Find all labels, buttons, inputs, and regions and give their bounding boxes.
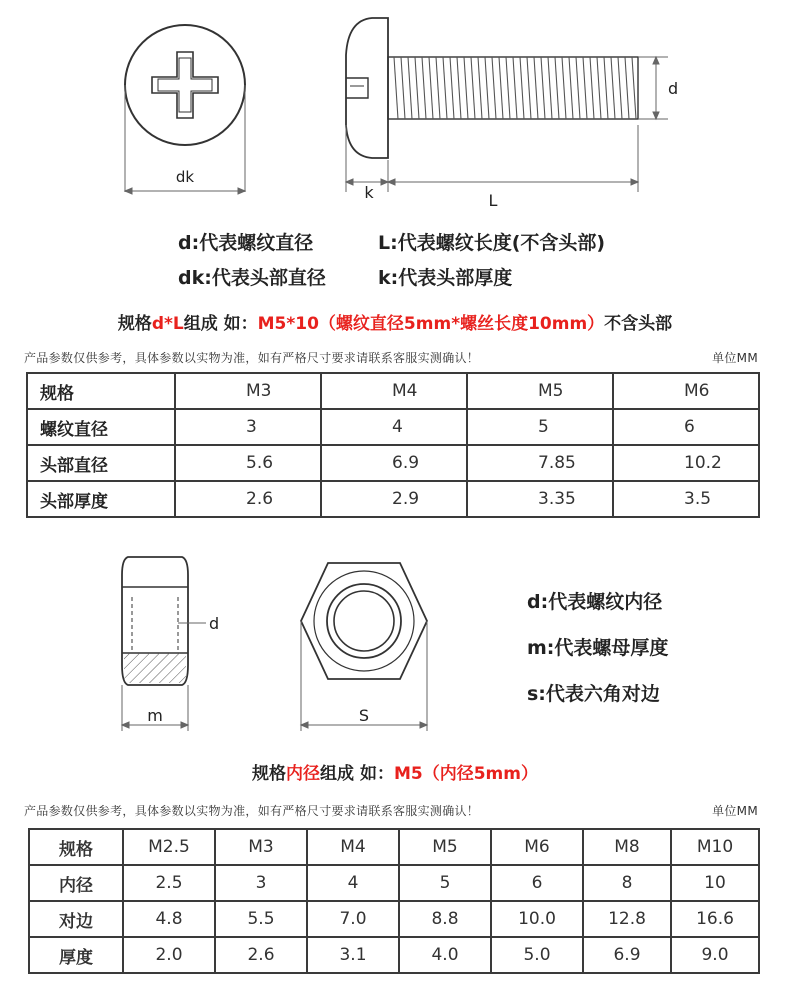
thread-line xyxy=(520,57,524,119)
d-dimension xyxy=(638,57,668,119)
table-cell: 3 xyxy=(215,865,307,901)
table-cell: 螺纹直径 xyxy=(27,409,175,445)
nut-note: 产品参数仅供参考，具体参数以实物为准，如有严格尺寸要求请联系客服实测确认！ xyxy=(24,804,480,818)
table-cell: 2.5 xyxy=(123,865,215,901)
table-cell: 10 xyxy=(671,865,759,901)
thread-line xyxy=(401,57,405,119)
thread-line xyxy=(485,57,489,119)
legend-nut-d: d:代表螺纹内径 xyxy=(527,591,663,613)
legend-k: k:代表头部厚度 xyxy=(378,267,513,289)
table-cell: 5.5 xyxy=(215,901,307,937)
thread-line xyxy=(506,57,510,119)
table-cell: M6 xyxy=(613,373,759,409)
table-cell: M5 xyxy=(399,829,491,865)
screw-head-top-view xyxy=(125,25,245,145)
screw-threads xyxy=(394,57,636,119)
table-row xyxy=(27,445,759,481)
thread-line xyxy=(583,57,587,119)
table-row xyxy=(27,409,759,445)
table-cell: 3.35 xyxy=(467,481,613,517)
table-cell: 2.9 xyxy=(321,481,467,517)
screw-spec-table xyxy=(26,372,760,518)
table-row xyxy=(29,865,759,901)
table-cell: 4 xyxy=(321,409,467,445)
table-cell: M4 xyxy=(307,829,399,865)
table-cell: 规格 xyxy=(27,373,175,409)
table-row xyxy=(27,481,759,517)
thread-line xyxy=(492,57,496,119)
screw-diagram xyxy=(0,0,790,215)
table-cell: 5 xyxy=(399,865,491,901)
k-label: k xyxy=(364,183,374,202)
table-cell: 9.0 xyxy=(671,937,759,973)
thread-line xyxy=(429,57,433,119)
table-cell: 规格 xyxy=(29,829,123,865)
thread-line xyxy=(478,57,482,119)
thread-line xyxy=(618,57,622,119)
thread-line xyxy=(499,57,503,119)
thread-line xyxy=(604,57,608,119)
table-cell: 4.8 xyxy=(123,901,215,937)
table-row xyxy=(29,901,759,937)
table-cell: M5 xyxy=(467,373,613,409)
nut-spec-title: 规格内径组成 如：M5（内径5mm） xyxy=(252,764,538,784)
nut-d-label: d xyxy=(209,614,220,633)
thread-line xyxy=(548,57,552,119)
thread-line xyxy=(394,57,398,119)
screw-note: 产品参数仅供参考，具体参数以实物为准，如有严格尺寸要求请联系客服实测确认！ xyxy=(24,351,480,365)
table-cell: 16.6 xyxy=(671,901,759,937)
table-cell: 3.5 xyxy=(613,481,759,517)
table-header-row xyxy=(29,829,759,865)
nut-side-view xyxy=(122,557,188,685)
nut-unit: 单位MM xyxy=(712,804,758,818)
s-label: S xyxy=(358,706,370,725)
table-cell: 10.2 xyxy=(613,445,759,481)
thread-line xyxy=(457,57,461,119)
L-label: L xyxy=(488,191,498,210)
legend-d: d:代表螺纹直径 xyxy=(178,232,314,254)
legend-nut-m: m:代表螺母厚度 xyxy=(527,637,669,659)
table-cell: 5.0 xyxy=(491,937,583,973)
table-cell: 2.6 xyxy=(175,481,321,517)
thread-line xyxy=(415,57,419,119)
table-cell: 4.0 xyxy=(399,937,491,973)
table-cell: 7.0 xyxy=(307,901,399,937)
thread-line xyxy=(555,57,559,119)
table-cell: 内径 xyxy=(29,865,123,901)
nut-diagram xyxy=(0,545,790,745)
dk-label: dk xyxy=(175,168,195,186)
thread-line xyxy=(597,57,601,119)
table-header-row xyxy=(27,373,759,409)
thread-line xyxy=(450,57,454,119)
thread-line xyxy=(562,57,566,119)
table-cell: 2.0 xyxy=(123,937,215,973)
thread-line xyxy=(625,57,629,119)
table-cell: 3.1 xyxy=(307,937,399,973)
screw-unit: 单位MM xyxy=(712,351,758,365)
table-cell: 头部直径 xyxy=(27,445,175,481)
thread-line xyxy=(513,57,517,119)
thread-line xyxy=(590,57,594,119)
table-cell: M2.5 xyxy=(123,829,215,865)
table-cell: 12.8 xyxy=(583,901,671,937)
legend-L: L:代表螺纹长度(不含头部) xyxy=(378,232,606,254)
table-cell: 对边 xyxy=(29,901,123,937)
thread-line xyxy=(569,57,573,119)
table-cell: 厚度 xyxy=(29,937,123,973)
thread-line xyxy=(534,57,538,119)
table-cell: 7.85 xyxy=(467,445,613,481)
table-cell: 6.9 xyxy=(583,937,671,973)
thread-line xyxy=(408,57,412,119)
screw-d-label: d xyxy=(668,79,679,98)
table-cell: 5.6 xyxy=(175,445,321,481)
thread-line xyxy=(632,57,636,119)
legend-dk: dk:代表头部直径 xyxy=(178,267,326,289)
table-cell: 10.0 xyxy=(491,901,583,937)
legend-nut-s: s:代表六角对边 xyxy=(527,683,660,705)
table-cell: M3 xyxy=(215,829,307,865)
nut-spec-table xyxy=(28,828,760,974)
k-L-dimension xyxy=(346,125,638,192)
screw-spec-title: 规格d*L组成 如：M5*10（螺纹直径5mm*螺丝长度10mm）不含头部 xyxy=(117,314,673,334)
table-cell: 头部厚度 xyxy=(27,481,175,517)
thread-line xyxy=(471,57,475,119)
table-cell: M10 xyxy=(671,829,759,865)
table-cell: M8 xyxy=(583,829,671,865)
thread-line xyxy=(443,57,447,119)
screw-side-view xyxy=(346,18,638,158)
thread-line xyxy=(464,57,468,119)
thread-line xyxy=(611,57,615,119)
thread-line xyxy=(422,57,426,119)
table-row xyxy=(29,937,759,973)
table-cell: 6.9 xyxy=(321,445,467,481)
table-cell: 8.8 xyxy=(399,901,491,937)
table-cell: 8 xyxy=(583,865,671,901)
nut-front-view xyxy=(301,563,427,679)
thread-line xyxy=(436,57,440,119)
m-label: m xyxy=(147,706,163,725)
table-cell: 4 xyxy=(307,865,399,901)
table-cell: 3 xyxy=(175,409,321,445)
table-cell: 2.6 xyxy=(215,937,307,973)
thread-line xyxy=(541,57,545,119)
table-cell: 5 xyxy=(467,409,613,445)
thread-line xyxy=(527,57,531,119)
thread-line xyxy=(576,57,580,119)
table-cell: M6 xyxy=(491,829,583,865)
table-cell: 6 xyxy=(491,865,583,901)
table-cell: 6 xyxy=(613,409,759,445)
table-cell: M4 xyxy=(321,373,467,409)
table-cell: M3 xyxy=(175,373,321,409)
